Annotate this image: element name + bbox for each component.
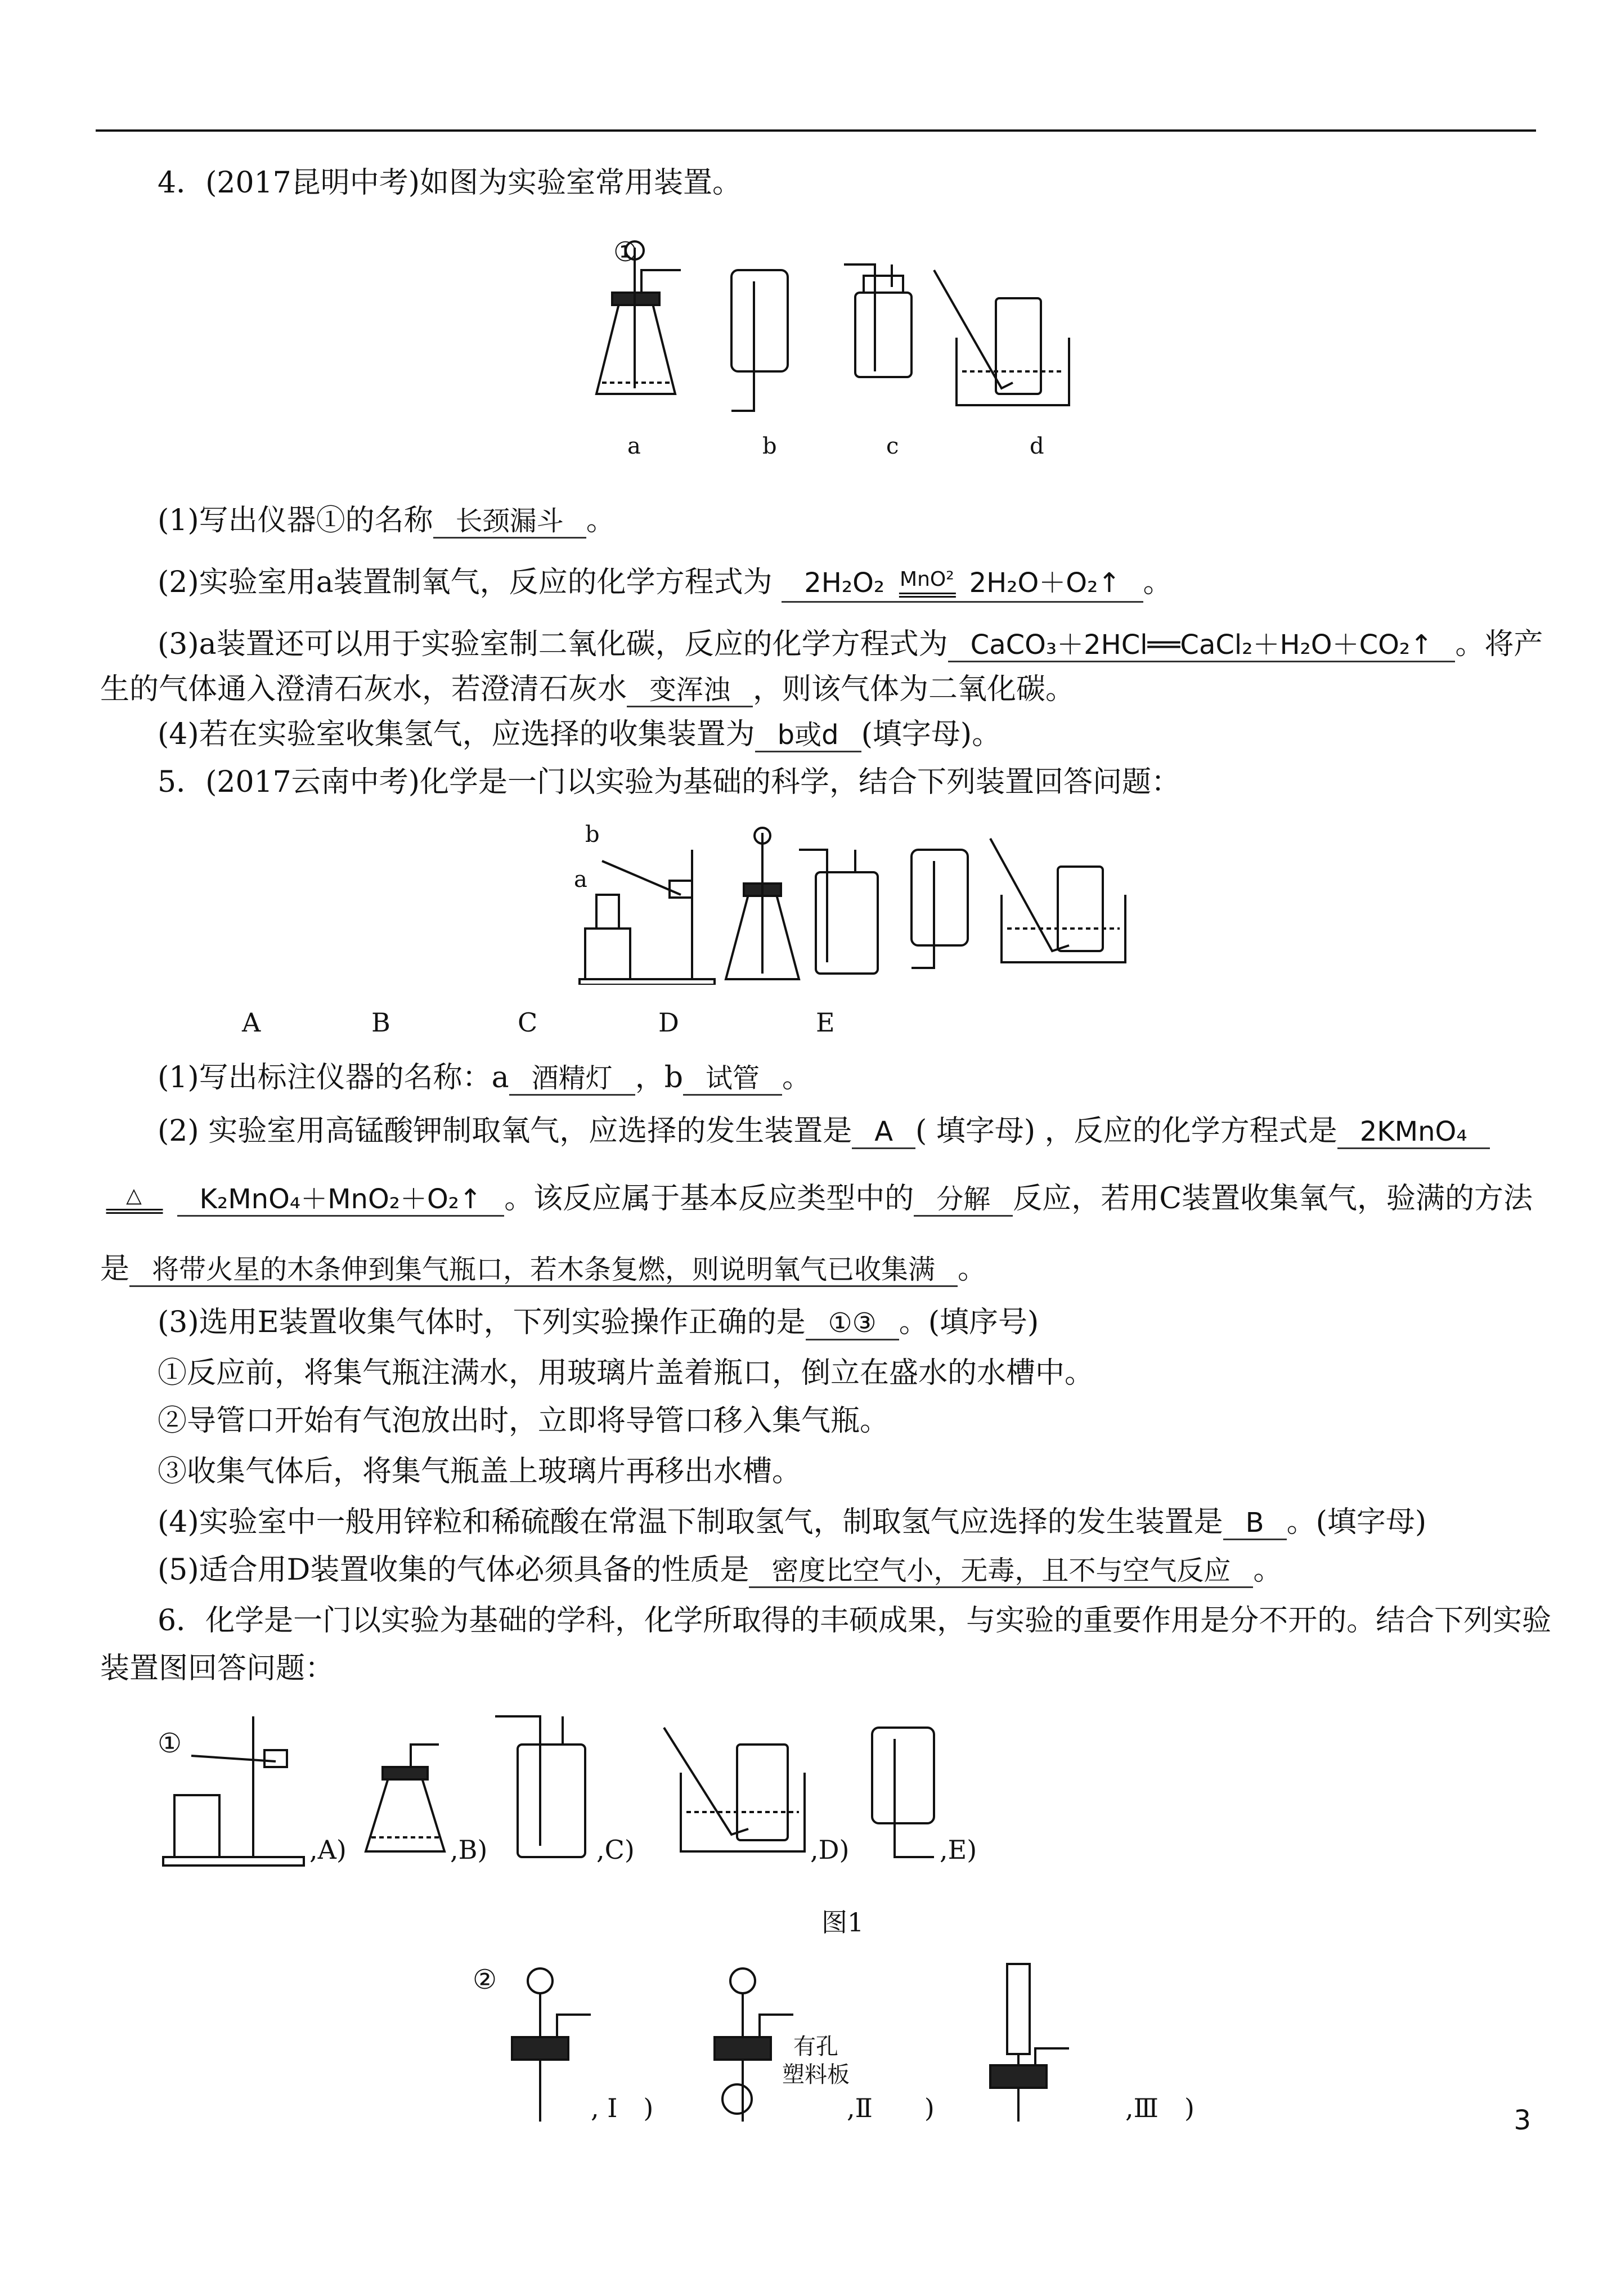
fig-label-B: B bbox=[371, 1007, 390, 1038]
fig1-label-C: ,C) bbox=[596, 1835, 635, 1865]
fig-label-a: a bbox=[627, 433, 641, 459]
page-number: 3 bbox=[1514, 2105, 1531, 2136]
reaction-condition: △ ═════ bbox=[106, 1183, 162, 1223]
answer-blank: 将带火星的木条伸到集气瓶口，若木条复燃，则说明氧气已收集满 bbox=[129, 1254, 958, 1287]
q4-p1: (1)写出仪器①的名称 长颈漏斗 。 bbox=[158, 504, 616, 537]
fig2-label-III: ,Ⅲ ) bbox=[1125, 2093, 1195, 2123]
q6-figure-2 bbox=[473, 1958, 1204, 2127]
fig1-caption: 图1 bbox=[821, 1907, 864, 1938]
fig-label-c: c bbox=[886, 433, 899, 459]
q4-figure bbox=[563, 225, 1114, 439]
fig-label-A: A bbox=[242, 1007, 261, 1038]
q5-option-1: ①反应前，将集气瓶注满水，用玻璃片盖着瓶口，倒立在盛水的水槽中。 bbox=[158, 1356, 1094, 1390]
fig1-label-E: ,E) bbox=[940, 1835, 977, 1865]
reaction-condition: MnO² ═════ bbox=[899, 568, 955, 607]
q6-title-a: 6．化学是一门以实验为基础的学科，化学所取得的丰硕成果，与实验的重要作用是分不开的。结合下列实验 bbox=[158, 1604, 1552, 1638]
answer-blank: b或d bbox=[755, 719, 861, 752]
fig-label-C: C bbox=[518, 1007, 538, 1038]
answer-blank: 分解 bbox=[914, 1183, 1013, 1217]
q5-option-3: ③收集气体后，将集气瓶盖上玻璃片再移出水槽。 bbox=[158, 1455, 802, 1488]
q5-p2b: △ ═════ K₂MnO₄＋MnO₂＋O₂↑ 。该反应属于基本反应类型中的 分解 反应，若用C装置收集氧气，验满的方法 bbox=[100, 1179, 1533, 1218]
fig1-label-D: ,D) bbox=[810, 1835, 850, 1865]
plate-label-1: 有孔 bbox=[793, 2034, 838, 2060]
fig-label-d: d bbox=[1030, 433, 1044, 459]
plate-label-2: 塑料板 bbox=[782, 2062, 850, 2088]
fig1-label-B: ,B) bbox=[450, 1835, 488, 1865]
answer-blank: 2H₂O₂ MnO² ═════ 2H₂O＋O₂↑ bbox=[782, 567, 1143, 603]
answer-blank: 长颈漏斗 bbox=[433, 505, 586, 539]
instrument-marker-1: ① bbox=[158, 1728, 182, 1759]
q5-p1: (1)写出标注仪器的名称：a 酒精灯 ，b 试管 。 bbox=[158, 1061, 812, 1095]
fig-label-D: D bbox=[658, 1007, 679, 1038]
fig2-label-II: ,Ⅱ ) bbox=[847, 2093, 935, 2123]
fig-label-E: E bbox=[816, 1007, 835, 1038]
fig2-label-I: , I ) bbox=[591, 2093, 654, 2123]
q6-title-b: 装置图回答问题： bbox=[100, 1652, 335, 1685]
q4-p3b: 生的气体通入澄清石灰水，若澄清石灰水 变浑浊 ，则该气体为二氧化碳。 bbox=[100, 672, 1075, 706]
q4-p3a: (3)a装置还可以用于实验室制二氧化碳，反应的化学方程式为 CaCO₃＋2HCl══CaCl₂＋H₂O＋CO₂↑ 。将产 bbox=[158, 627, 1543, 661]
q5-p2a: (2) 实验室用高锰酸钾制取氧气，应选择的发生装置是 A ( 填字母) ，反应的化学方程式是 2KMnO₄ bbox=[158, 1111, 1490, 1151]
part-label-a: a bbox=[574, 867, 587, 893]
q5-figure bbox=[563, 816, 1272, 985]
q4-p4: (4)若在实验室收集氢气，应选择的收集装置为 b或d (填字母)。 bbox=[158, 718, 1002, 751]
q4-p2: (2)实验室用a装置制氧气，反应的化学方程式为 2H₂O₂ MnO² ═════ 2H₂O＋O₂↑ 。 bbox=[158, 566, 1173, 607]
answer-blank: 2KMnO₄ bbox=[1337, 1116, 1490, 1149]
answer-blank: 酒精灯 bbox=[509, 1062, 635, 1096]
answer-blank: ①③ bbox=[806, 1307, 899, 1340]
fig1-label-A: ,A) bbox=[309, 1835, 347, 1865]
q5-title: 5．(2017云南中考)化学是一门以实验为基础的科学，结合下列装置回答问题： bbox=[158, 765, 1180, 799]
q5-option-2: ②导管口开始有气泡放出时，立即将导管口移入集气瓶。 bbox=[158, 1404, 890, 1438]
answer-blank: 变浑浊 bbox=[627, 674, 753, 707]
q6-figure-1 bbox=[152, 1711, 973, 1868]
instrument-marker-2: ② bbox=[473, 1964, 497, 1995]
q5-p5: (5)适合用D装置收集的气体必须具备的性质是 密度比空气小，无毒，且不与空气反应 。 bbox=[158, 1553, 1283, 1587]
part-label-b: b bbox=[585, 822, 600, 847]
q5-p2c: 是 将带火星的木条伸到集气瓶口，若木条复燃，则说明氧气已收集满 。 bbox=[100, 1252, 987, 1286]
header-rule bbox=[96, 129, 1536, 132]
answer-blank: B bbox=[1223, 1507, 1287, 1540]
q5-p3: (3)选用E装置收集气体时，下列实验操作正确的是 ①③ 。(填序号) bbox=[158, 1306, 1039, 1339]
answer-blank: CaCO₃＋2HCl══CaCl₂＋H₂O＋CO₂↑ bbox=[948, 629, 1456, 662]
answer-blank: A bbox=[852, 1116, 915, 1149]
instrument-marker-1: ① bbox=[613, 236, 638, 268]
answer-blank: K₂MnO₄＋MnO₂＋O₂↑ bbox=[177, 1183, 505, 1217]
answer-blank: 试管 bbox=[683, 1062, 782, 1096]
q4-title: 4．(2017昆明中考)如图为实验室常用装置。 bbox=[158, 166, 742, 200]
fig-label-b: b bbox=[762, 433, 777, 459]
answer-blank: 密度比空气小，无毒，且不与空气反应 bbox=[749, 1555, 1253, 1588]
q5-p4: (4)实验室中一般用锌粒和稀硫酸在常温下制取氢气，制取氢气应选择的发生装置是 B 。(填字母) bbox=[158, 1505, 1427, 1539]
